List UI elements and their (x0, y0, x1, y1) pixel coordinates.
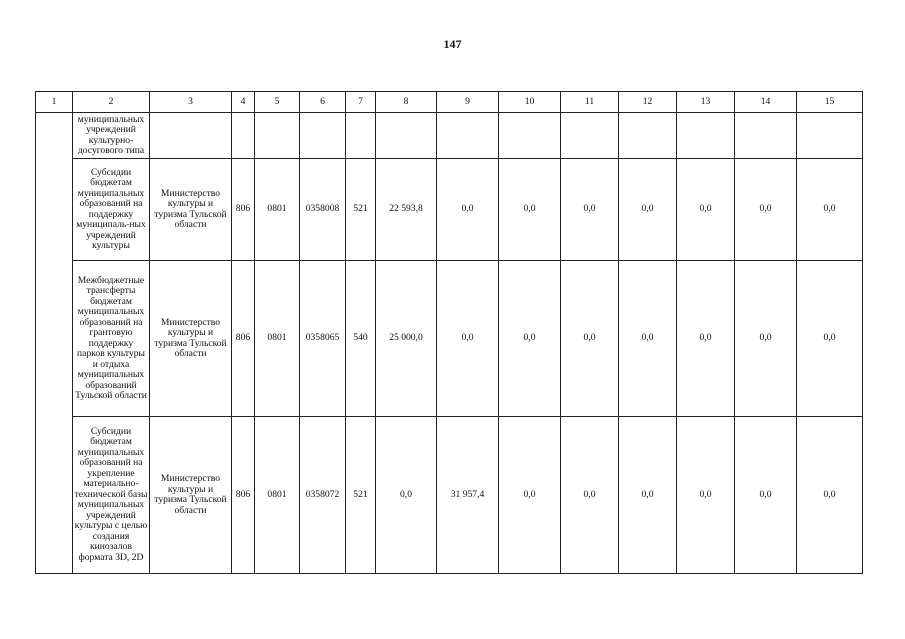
amount-cell: 0,0 (619, 261, 677, 417)
table-cell: 806 (232, 159, 255, 261)
table-cell (619, 113, 677, 159)
amount-cell: 0,0 (437, 159, 499, 261)
table-cell (797, 113, 863, 159)
amount-cell: 0,0 (677, 261, 735, 417)
header-cell: 9 (437, 92, 499, 113)
header-cell: 15 (797, 92, 863, 113)
amount-cell: 0,0 (735, 159, 797, 261)
description-cell: Субсидии бюджетам муниципальных образований на укрепление материально-технической базы муниципальных учреждений культуры с целью создания кинозалов формата 3D, 2D (73, 417, 150, 574)
description-cell: Межбюджетные трансферты бюджетам муниципальных образований на грантовую поддержку парков культуры и отдыха муниципальных образований Тульской области (73, 261, 150, 417)
table-cell: 0801 (255, 417, 300, 574)
table-cell: 0358065 (300, 261, 346, 417)
amount-cell: 0,0 (797, 159, 863, 261)
header-cell: 1 (36, 92, 73, 113)
table-cell (735, 113, 797, 159)
amount-cell: 0,0 (735, 261, 797, 417)
table-cell: 521 (346, 159, 376, 261)
table-cell: 540 (346, 261, 376, 417)
header-cell: 3 (150, 92, 232, 113)
amount-cell: 22 593,8 (376, 159, 437, 261)
amount-cell: 0,0 (797, 261, 863, 417)
ministry-cell: Министерство культуры и туризма Тульской области (150, 417, 232, 574)
amount-cell: 0,0 (677, 417, 735, 574)
header-row (36, 92, 863, 113)
table-row (36, 417, 863, 574)
header-cell: 4 (232, 92, 255, 113)
amount-cell: 0,0 (499, 261, 561, 417)
amount-cell: 0,0 (437, 261, 499, 417)
header-cell: 14 (735, 92, 797, 113)
page-number: 147 (443, 37, 462, 51)
row-number-cell (36, 113, 73, 574)
header-cell: 7 (346, 92, 376, 113)
amount-cell: 0,0 (619, 159, 677, 261)
table-cell (255, 113, 300, 159)
table-cell (437, 113, 499, 159)
amount-cell: 0,0 (677, 159, 735, 261)
table-cell: 0358072 (300, 417, 346, 574)
ministry-cell: Министерство культуры и туризма Тульской области (150, 261, 232, 417)
table-cell: 0801 (255, 159, 300, 261)
table-cell: 0358008 (300, 159, 346, 261)
amount-cell: 31 957,4 (437, 417, 499, 574)
table-cell (677, 113, 735, 159)
table-cell (499, 113, 561, 159)
table-cell (232, 113, 255, 159)
table-row (36, 159, 863, 261)
amount-cell: 0,0 (499, 417, 561, 574)
table-row (36, 261, 863, 417)
table-cell (376, 113, 437, 159)
description-cell: муниципальных учреждений культурно-досугового типа (73, 113, 150, 159)
header-cell: 12 (619, 92, 677, 113)
table-cell (346, 113, 376, 159)
ministry-cell: Министерство культуры и туризма Тульской области (150, 159, 232, 261)
table-cell (150, 113, 232, 159)
amount-cell: 0,0 (735, 417, 797, 574)
table-cell: 521 (346, 417, 376, 574)
table-cell: 806 (232, 261, 255, 417)
table-row (36, 113, 863, 159)
amount-cell: 0,0 (499, 159, 561, 261)
amount-cell: 0,0 (561, 159, 619, 261)
table-cell (300, 113, 346, 159)
table-cell: 0801 (255, 261, 300, 417)
table-cell: 806 (232, 417, 255, 574)
header-cell: 8 (376, 92, 437, 113)
amount-cell: 0,0 (797, 417, 863, 574)
amount-cell: 0,0 (619, 417, 677, 574)
header-cell: 11 (561, 92, 619, 113)
amount-cell: 25 000,0 (376, 261, 437, 417)
description-cell: Субсидии бюджетам муниципальных образований на поддержку муниципаль-ных учреждений культуры (73, 159, 150, 261)
header-cell: 5 (255, 92, 300, 113)
amount-cell: 0,0 (561, 417, 619, 574)
budget-table (35, 91, 863, 574)
amount-cell: 0,0 (376, 417, 437, 574)
amount-cell: 0,0 (561, 261, 619, 417)
header-cell: 6 (300, 92, 346, 113)
header-cell: 2 (73, 92, 150, 113)
header-cell: 10 (499, 92, 561, 113)
table-cell (561, 113, 619, 159)
header-cell: 13 (677, 92, 735, 113)
